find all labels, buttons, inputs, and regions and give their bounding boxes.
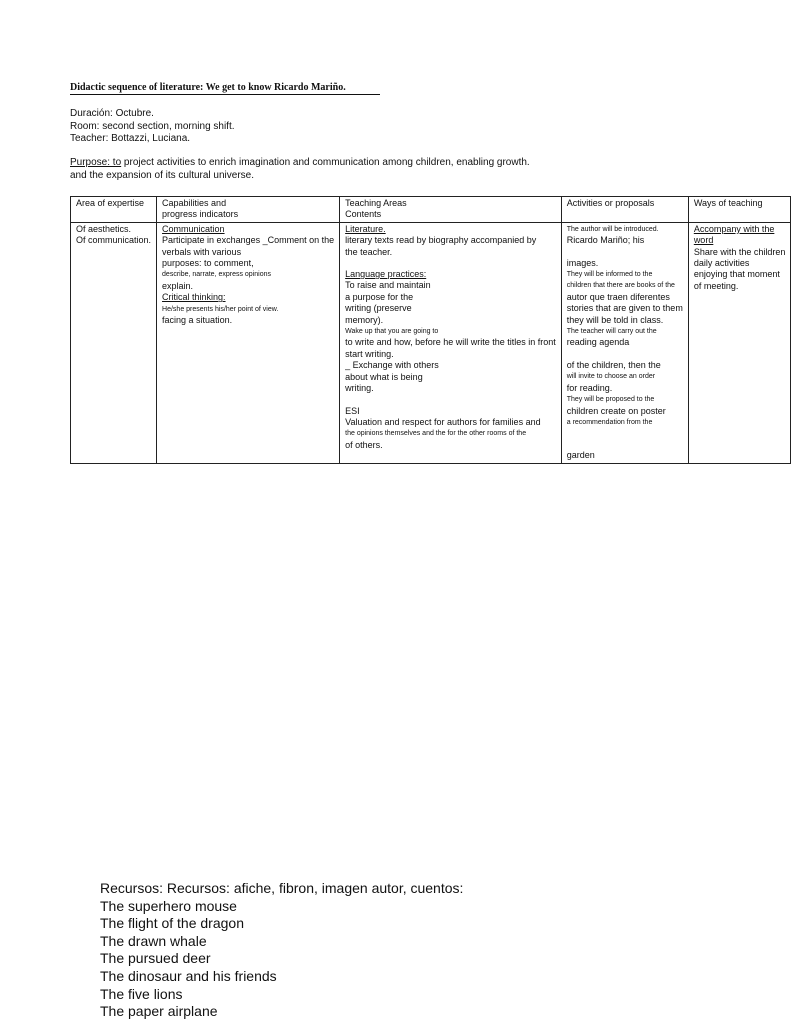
cell-activities: The author will be introduced. Ricardo Mariño; his images. They will be informed to the children that there are books of the autor que traen diferentes stories that are given to them they will be told in class. The teacher will carry out the reading agenda of the children, then the will invite to choose an order for reading. They will be proposed to the children create on poster a recommendation from the garden (561, 222, 688, 463)
teacher-line: Teacher: Bottazzi, Luciana. (70, 133, 191, 144)
resources-list (100, 880, 463, 1021)
purpose-text-2: and the expansion of its cultural universe. (70, 169, 254, 181)
resources-heading: Recursos: Recursos: afiche, fibron, imagen autor, cuentos: (100, 880, 464, 896)
header-area: Area of expertise (71, 197, 157, 223)
list-item: The five lions (100, 985, 183, 1002)
duration-line: Duración: Octubre. (70, 108, 154, 119)
header-capabilities: Capabilities and progress indicators (157, 197, 340, 223)
list-item: The pursued deer (100, 950, 211, 967)
sequence-table (70, 196, 791, 464)
cell-teaching: Literature. literary texts read by biography accompanied by the teacher. Language practices: To raise and maintain a purpose for the writing (preserve memory). Wake up that you are going to to write and how, before he will write the titles in front start writing. _ Exchange with others about what is being writing. ESI Valuation and respect for authors for families and the opinions themselves and the for the other rooms of the of others. (340, 222, 562, 463)
list-item: The drawn whale (100, 932, 207, 949)
list-item: The flight of the dragon (100, 915, 244, 932)
purpose-text-1: project activities to enrich imagination and communication among children, enabling growth. (121, 157, 530, 168)
purpose-paragraph (70, 157, 710, 182)
cell-ways: Accompany with the word Share with the children daily activities enjoying that moment of meeting. (688, 222, 791, 463)
table-row (71, 222, 791, 463)
document-meta (70, 108, 235, 146)
cell-area: Of aesthetics. Of communication. (71, 222, 157, 463)
table-header-row (71, 197, 791, 223)
cell-capabilities: Communication Participate in exchanges _Comment on the verbals with various purposes: to comment, describe, narrate, express opinions explain. Critical thinking: He/she presents his/her point of view. facing a situation. (157, 222, 340, 463)
header-ways: Ways of teaching (688, 197, 791, 223)
list-item: The superhero mouse (100, 897, 237, 914)
list-item: The dinosaur and his friends (100, 967, 277, 984)
purpose-label: Purpose: to (70, 157, 122, 168)
document-title: Didactic sequence of literature: We get to know Ricardo Mariño. (70, 82, 380, 95)
header-teaching: Teaching Areas Contents (340, 197, 562, 223)
header-activities: Activities or proposals (561, 197, 688, 223)
room-line: Room: second section, morning shift. (70, 120, 235, 132)
list-item: The paper airplane (100, 1003, 218, 1020)
